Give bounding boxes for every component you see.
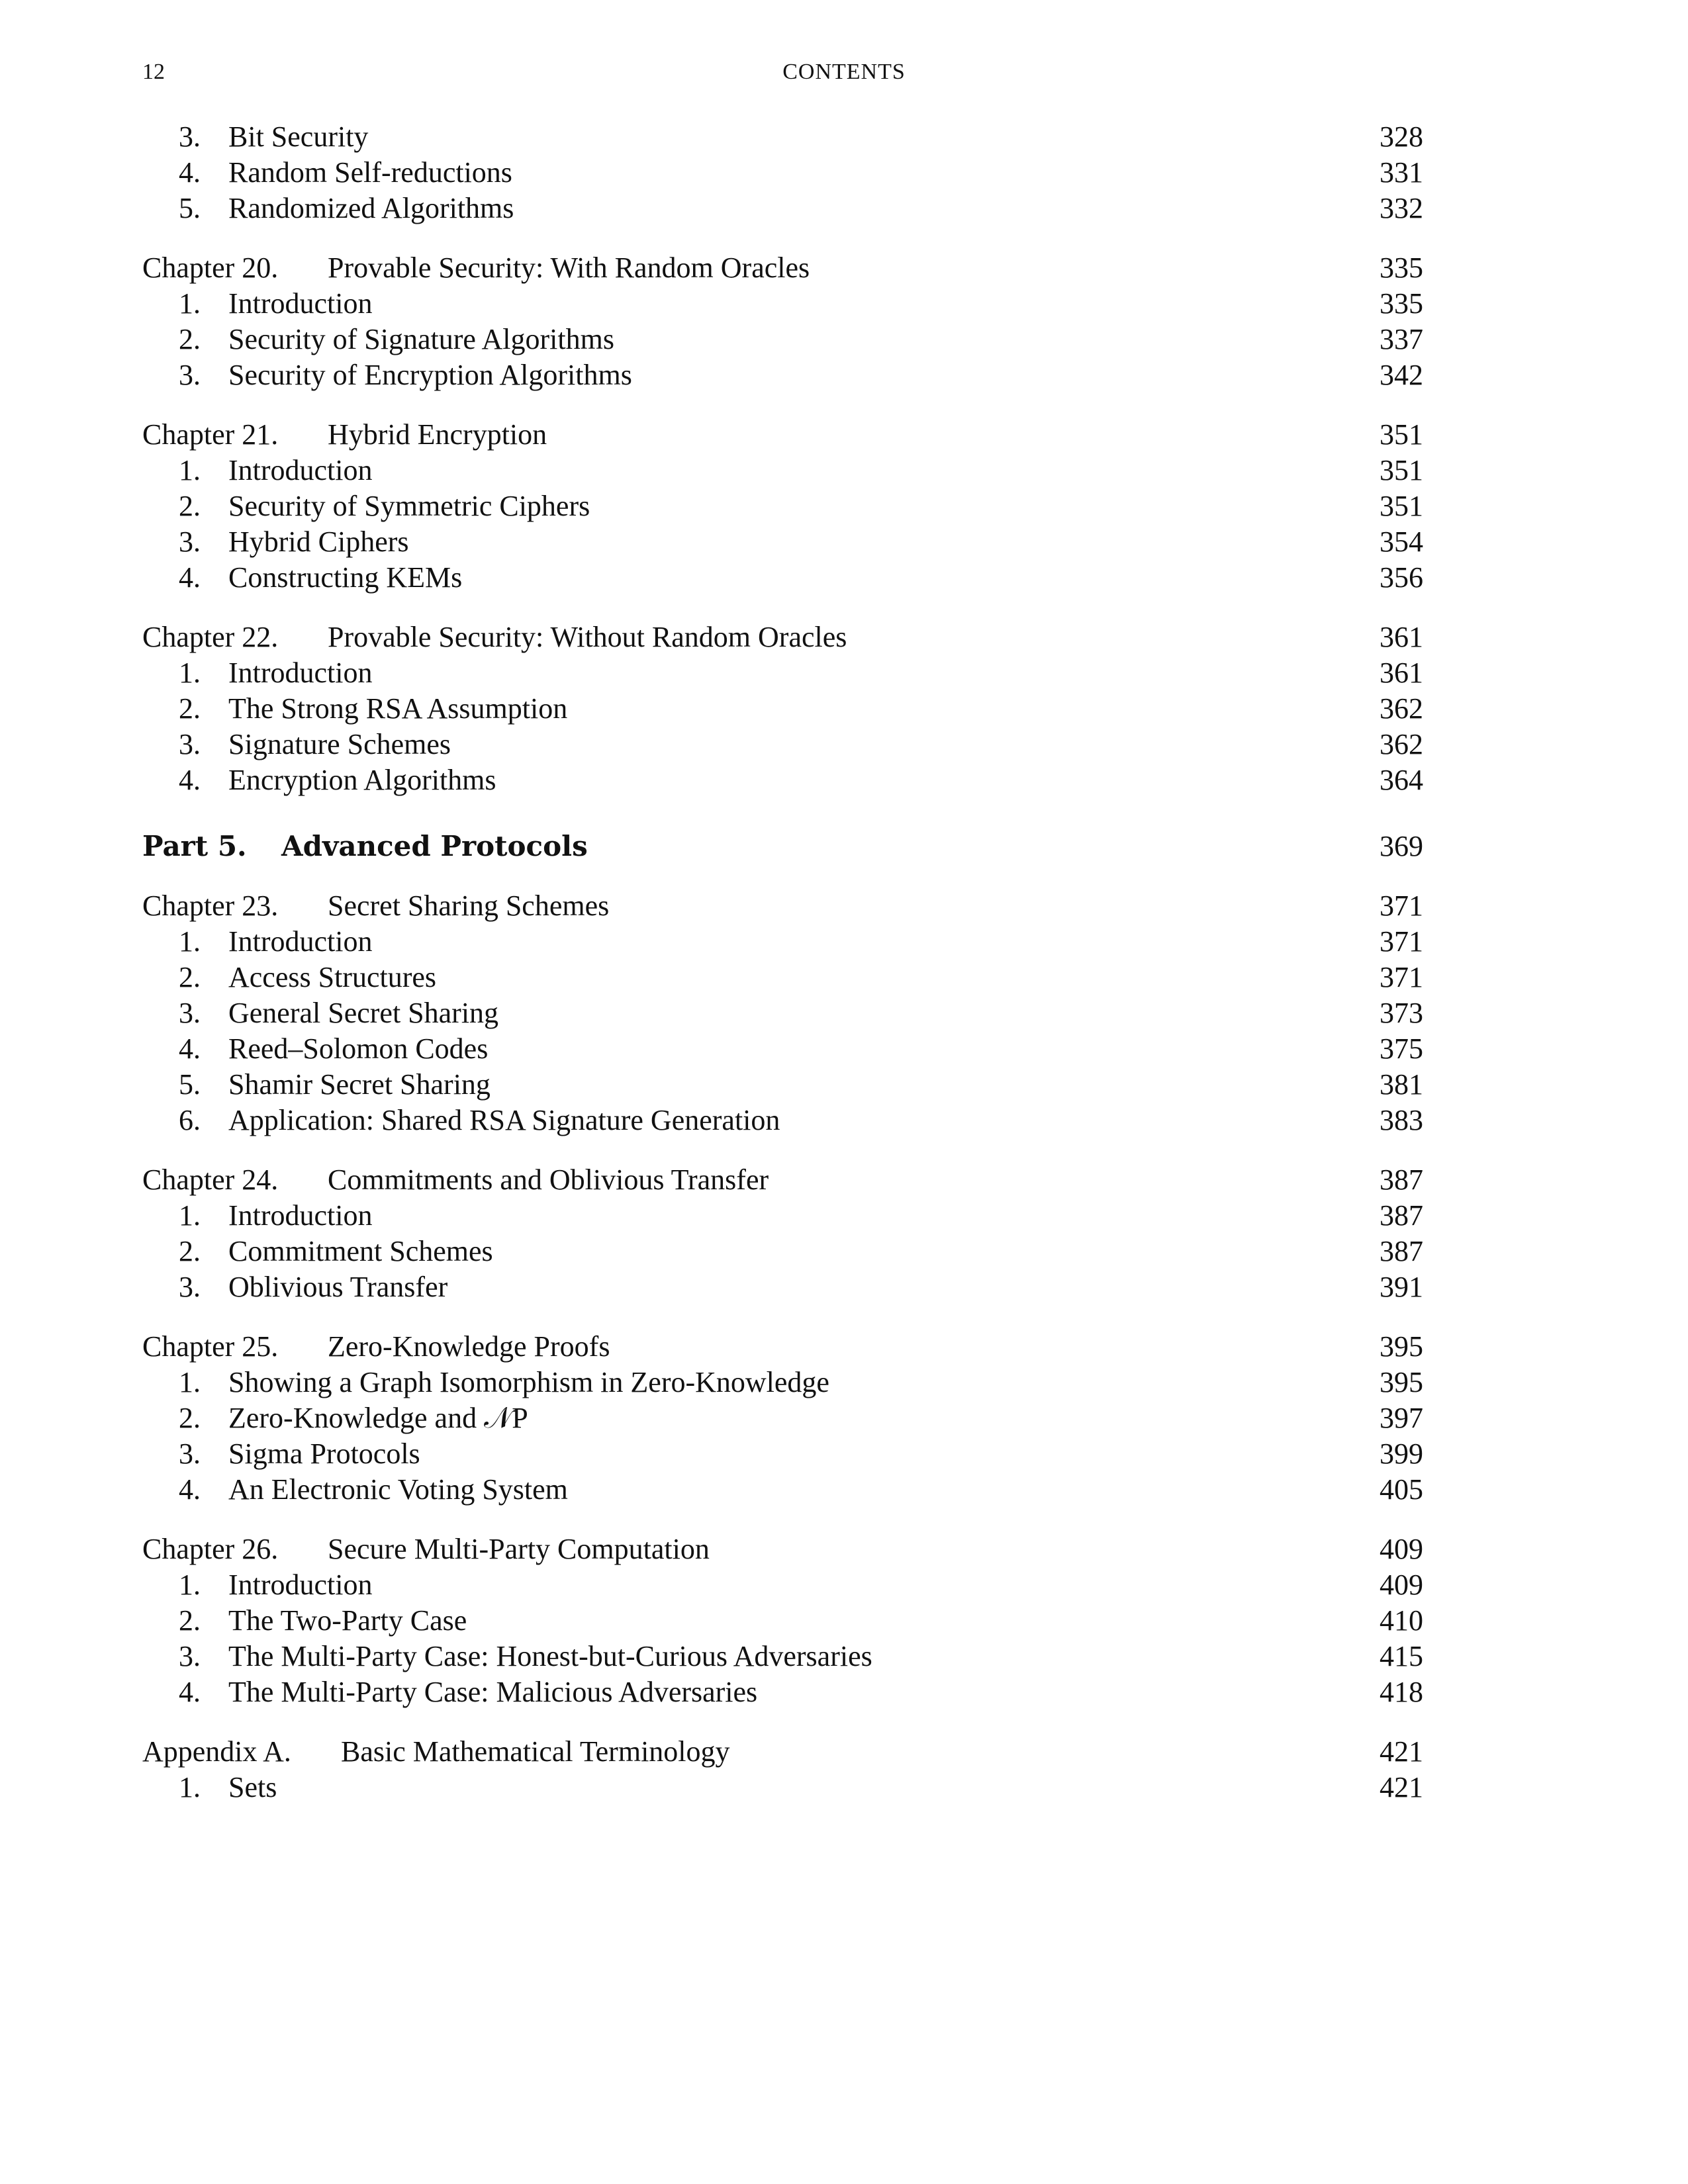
page-ref: 361 <box>1380 621 1423 653</box>
page-ref: 410 <box>1380 1604 1423 1637</box>
page-ref: 391 <box>1380 1271 1423 1303</box>
page-header <box>142 60 1423 93</box>
page-ref: 387 <box>1380 1163 1423 1196</box>
page-ref: 332 <box>1380 192 1423 224</box>
section-title: Randomized Algorithms <box>228 192 514 224</box>
page-ref: 397 <box>1380 1402 1423 1434</box>
section-title: The Multi-Party Case: Honest-but-Curious Adversaries <box>228 1640 872 1672</box>
section-title: An Electronic Voting System <box>228 1473 568 1506</box>
toc-section-entry[interactable] <box>142 1198 1423 1234</box>
toc-chapter-entry[interactable] <box>142 1162 1423 1198</box>
section-number: 1. <box>179 1569 201 1601</box>
toc-chapter-entry[interactable] <box>142 417 1423 453</box>
section-number: 1. <box>179 1366 201 1398</box>
toc-section-entry[interactable] <box>142 1674 1423 1710</box>
section-number: 4. <box>179 561 201 594</box>
section-title: Random Self-reductions <box>228 156 512 189</box>
toc-section-entry[interactable] <box>142 1103 1423 1138</box>
toc-chapter-entry[interactable] <box>142 888 1423 924</box>
toc-section-entry[interactable] <box>142 1567 1423 1603</box>
toc-part-entry[interactable] <box>142 829 1423 868</box>
page-ref: 415 <box>1380 1640 1423 1672</box>
chapter-20 <box>142 250 1423 393</box>
page-number: 12 <box>142 60 165 84</box>
section-number: 3. <box>179 359 201 391</box>
page-ref: 405 <box>1380 1473 1423 1506</box>
section-title: Encryption Algorithms <box>228 764 496 796</box>
page-ref: 399 <box>1380 1437 1423 1470</box>
section-title: Security of Encryption Algorithms <box>228 359 632 391</box>
toc-section-entry[interactable] <box>142 1234 1423 1269</box>
part-title: Advanced Protocols <box>281 830 588 862</box>
section-number: 4. <box>179 1473 201 1506</box>
chapter-title: Zero-Knowledge Proofs <box>328 1330 610 1363</box>
toc-section-entry[interactable] <box>142 488 1423 524</box>
section-number: 1. <box>179 657 201 689</box>
toc-section-entry[interactable] <box>142 1603 1423 1639</box>
toc-section-entry[interactable] <box>142 1400 1423 1436</box>
section-number: 3. <box>179 728 201 760</box>
chapter-22 <box>142 619 1423 798</box>
toc-section-entry[interactable] <box>142 960 1423 995</box>
appendix-label: Appendix A. <box>142 1735 291 1768</box>
toc-section-entry[interactable] <box>142 1436 1423 1472</box>
section-number: 3. <box>179 1640 201 1672</box>
page-ref: 409 <box>1380 1533 1423 1565</box>
toc-section-entry[interactable] <box>142 119 1423 155</box>
page-ref: 395 <box>1380 1330 1423 1363</box>
toc-section-entry[interactable] <box>142 1031 1423 1067</box>
section-number: 3. <box>179 1437 201 1470</box>
chapter-label: Chapter 22. <box>142 621 279 653</box>
chapter-title: Provable Security: Without Random Oracles <box>328 621 847 653</box>
chapter-24 <box>142 1162 1423 1305</box>
toc-chapter-entry[interactable] <box>142 1531 1423 1567</box>
toc-section-entry[interactable] <box>142 560 1423 596</box>
page-ref: 364 <box>1380 764 1423 796</box>
section-number: 2. <box>179 1235 201 1267</box>
section-title: Zero-Knowledge and 𝒩P <box>228 1402 528 1434</box>
section-number: 1. <box>179 925 201 958</box>
section-number: 4. <box>179 1032 201 1065</box>
section-number: 3. <box>179 525 201 558</box>
chapter-label: Chapter 21. <box>142 418 279 451</box>
section-title: Introduction <box>228 454 373 486</box>
part-label: Part 5. <box>142 830 247 862</box>
chapter-label: Chapter 20. <box>142 251 279 284</box>
chapter-title: Secret Sharing Schemes <box>328 889 610 922</box>
toc-section-entry[interactable] <box>142 1770 1423 1805</box>
toc-section-entry[interactable] <box>142 691 1423 727</box>
toc-section-entry[interactable] <box>142 1365 1423 1400</box>
toc-appendix-entry[interactable] <box>142 1734 1423 1770</box>
section-number: 6. <box>179 1104 201 1136</box>
section-title: Hybrid Ciphers <box>228 525 409 558</box>
section-number: 5. <box>179 1068 201 1101</box>
page-ref: 331 <box>1380 156 1423 189</box>
section-title: Shamir Secret Sharing <box>228 1068 491 1101</box>
section-number: 2. <box>179 490 201 522</box>
chapter-label: Chapter 24. <box>142 1163 279 1196</box>
section-title: Sigma Protocols <box>228 1437 420 1470</box>
section-number: 2. <box>179 961 201 993</box>
page-ref: 335 <box>1380 287 1423 320</box>
toc-section-entry[interactable] <box>142 727 1423 762</box>
toc-section-entry[interactable] <box>142 1269 1423 1305</box>
page-ref: 395 <box>1380 1366 1423 1398</box>
table-of-contents <box>142 119 1423 1805</box>
toc-section-entry[interactable] <box>142 762 1423 798</box>
section-title: The Multi-Party Case: Malicious Adversaries <box>228 1676 758 1708</box>
running-head: CONTENTS <box>782 60 906 84</box>
toc-chapter-entry[interactable] <box>142 250 1423 286</box>
chapter-19-continued <box>142 119 1423 226</box>
section-number: 4. <box>179 1676 201 1708</box>
page-ref: 371 <box>1380 925 1423 958</box>
section-title: Showing a Graph Isomorphism in Zero-Knowledge <box>228 1366 829 1398</box>
page-ref: 373 <box>1380 997 1423 1029</box>
section-title: Access Structures <box>228 961 437 993</box>
toc-section-entry[interactable] <box>142 1639 1423 1674</box>
page-ref: 351 <box>1380 454 1423 486</box>
section-title: Security of Symmetric Ciphers <box>228 490 590 522</box>
page-ref: 351 <box>1380 418 1423 451</box>
section-title: Introduction <box>228 657 373 689</box>
page-ref: 362 <box>1380 692 1423 725</box>
page-ref: 375 <box>1380 1032 1423 1065</box>
chapter-title: Hybrid Encryption <box>328 418 547 451</box>
toc-section-entry[interactable] <box>142 655 1423 691</box>
chapter-25 <box>142 1329 1423 1508</box>
section-title: Application: Shared RSA Signature Generation <box>228 1104 780 1136</box>
section-title: Oblivious Transfer <box>228 1271 448 1303</box>
section-title: Introduction <box>228 1199 373 1232</box>
chapter-title: Secure Multi-Party Computation <box>328 1533 710 1565</box>
toc-section-entry[interactable] <box>142 924 1423 960</box>
section-title: Commitment Schemes <box>228 1235 493 1267</box>
section-number: 1. <box>179 1199 201 1232</box>
chapter-title: Provable Security: With Random Oracles <box>328 251 810 284</box>
section-number: 3. <box>179 120 201 153</box>
page-ref: 418 <box>1380 1676 1423 1708</box>
appendix-title: Basic Mathematical Terminology <box>341 1735 730 1768</box>
appendix-a <box>142 1734 1423 1805</box>
toc-section-entry[interactable] <box>142 995 1423 1031</box>
section-number: 2. <box>179 323 201 355</box>
section-number: 2. <box>179 692 201 725</box>
page-ref: 371 <box>1380 889 1423 922</box>
toc-section-entry[interactable] <box>142 286 1423 322</box>
page-ref: 421 <box>1380 1771 1423 1803</box>
section-number: 1. <box>179 1771 201 1803</box>
chapter-label: Chapter 26. <box>142 1533 279 1565</box>
toc-section-entry[interactable] <box>142 322 1423 357</box>
section-title: Signature Schemes <box>228 728 451 760</box>
toc-section-entry[interactable] <box>142 1067 1423 1103</box>
toc-section-entry[interactable] <box>142 191 1423 226</box>
page-ref: 337 <box>1380 323 1423 355</box>
page-ref: 383 <box>1380 1104 1423 1136</box>
section-number: 3. <box>179 997 201 1029</box>
section-title: Constructing KEMs <box>228 561 463 594</box>
page-ref: 371 <box>1380 961 1423 993</box>
toc-chapter-entry[interactable] <box>142 619 1423 655</box>
page-ref: 362 <box>1380 728 1423 760</box>
page-ref: 381 <box>1380 1068 1423 1101</box>
chapter-label: Chapter 25. <box>142 1330 279 1363</box>
chapter-label: Chapter 23. <box>142 889 279 922</box>
section-title: The Two-Party Case <box>228 1604 467 1637</box>
section-number: 1. <box>179 454 201 486</box>
section-title: Introduction <box>228 287 373 320</box>
page-ref: 409 <box>1380 1569 1423 1601</box>
toc-section-entry[interactable] <box>142 357 1423 393</box>
page-ref: 369 <box>1380 830 1423 862</box>
page-ref: 328 <box>1380 120 1423 153</box>
section-title: Bit Security <box>228 120 369 153</box>
toc-section-entry[interactable] <box>142 453 1423 488</box>
section-number: 2. <box>179 1402 201 1434</box>
section-title: Introduction <box>228 1569 373 1601</box>
chapter-title: Commitments and Oblivious Transfer <box>328 1163 769 1196</box>
section-number: 5. <box>179 192 201 224</box>
chapter-21 <box>142 417 1423 596</box>
section-number: 3. <box>179 1271 201 1303</box>
section-title: Reed–Solomon Codes <box>228 1032 489 1065</box>
page-ref: 387 <box>1380 1199 1423 1232</box>
section-number: 4. <box>179 764 201 796</box>
page-ref: 361 <box>1380 657 1423 689</box>
page-ref: 351 <box>1380 490 1423 522</box>
section-number: 2. <box>179 1604 201 1637</box>
section-number: 4. <box>179 156 201 189</box>
page-ref: 354 <box>1380 525 1423 558</box>
section-number: 1. <box>179 287 201 320</box>
chapter-23 <box>142 888 1423 1138</box>
chapter-26 <box>142 1531 1423 1710</box>
section-title: Security of Signature Algorithms <box>228 323 614 355</box>
page-ref: 335 <box>1380 251 1423 284</box>
page-ref: 421 <box>1380 1735 1423 1768</box>
toc-section-entry[interactable] <box>142 155 1423 191</box>
toc-section-entry[interactable] <box>142 1472 1423 1508</box>
toc-chapter-entry[interactable] <box>142 1329 1423 1365</box>
page-ref: 342 <box>1380 359 1423 391</box>
toc-section-entry[interactable] <box>142 524 1423 560</box>
section-title: The Strong RSA Assumption <box>228 692 568 725</box>
section-title: General Secret Sharing <box>228 997 499 1029</box>
page-ref: 387 <box>1380 1235 1423 1267</box>
section-title: Sets <box>228 1771 277 1803</box>
page-ref: 356 <box>1380 561 1423 594</box>
section-title: Introduction <box>228 925 373 958</box>
